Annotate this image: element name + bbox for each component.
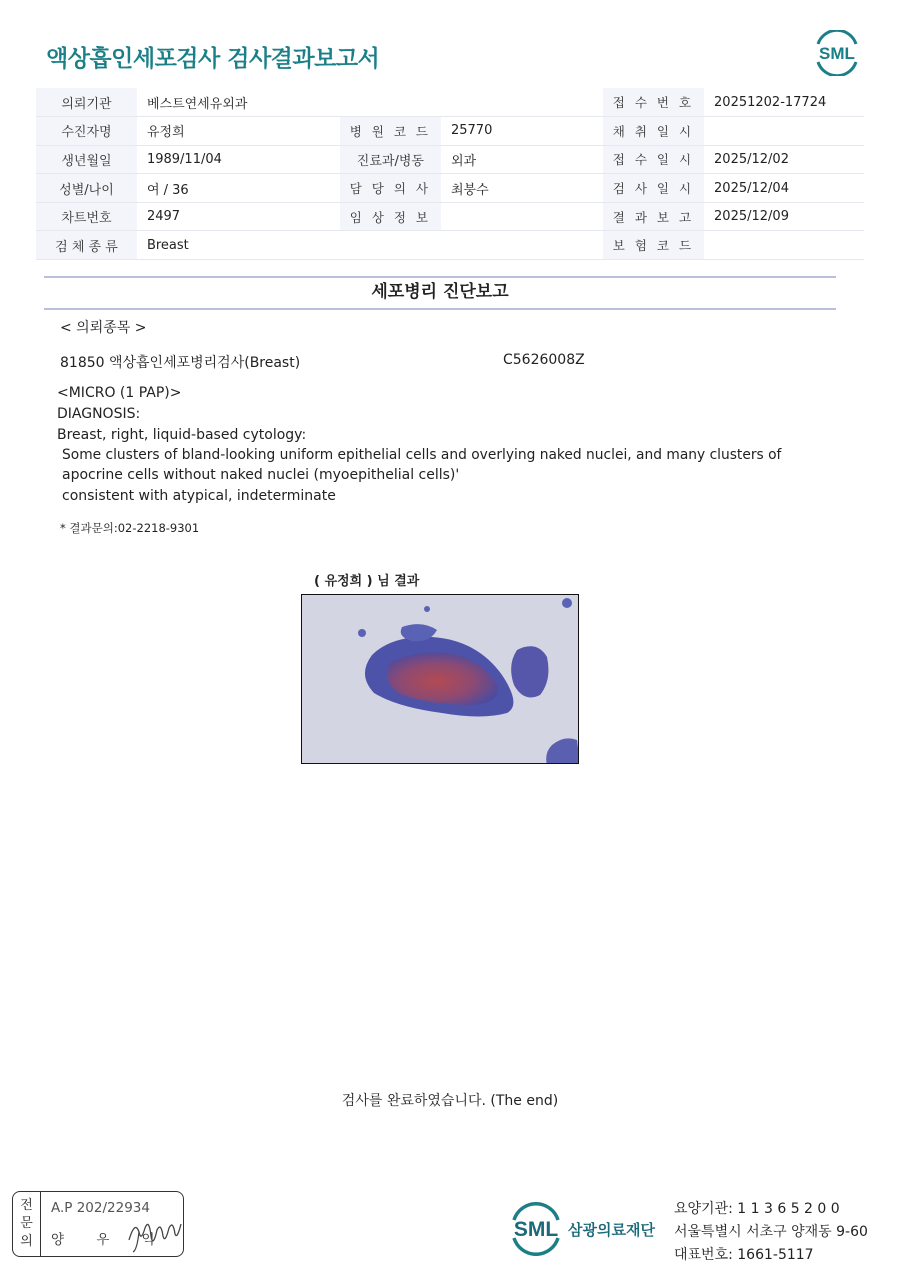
label-department: 진료과/병동	[340, 145, 441, 174]
diagnosis-line-1: Some clusters of bland-looking uniform epithelial cells and overlying naked nuclei, and many clusters of	[62, 447, 782, 463]
value-sex-age: 여 / 36	[137, 174, 340, 203]
label-chart-no: 차트번호	[36, 202, 137, 231]
order-code: C5626008Z	[503, 352, 585, 368]
diagnosis-line-2: apocrine cells without naked nuclei (myoepithelial cells)'	[62, 467, 460, 483]
stamp-license-no: A.P 202/22934	[51, 1200, 150, 1216]
stamp-side-char: 문	[20, 1216, 33, 1231]
sml-logo-text: SML	[819, 44, 855, 63]
label-specimen-type: 검 체 종 류	[36, 231, 137, 260]
address: 서울특별시 서초구 양재동 9-60	[674, 1224, 868, 1240]
cytology-image	[301, 594, 579, 764]
label-test-date: 검 사 일 시	[603, 174, 704, 203]
info-row	[36, 202, 864, 231]
order-item: 81850 액상흡인세포병리검사(Breast)	[60, 355, 301, 371]
info-row	[36, 88, 864, 117]
micro-label: <MICRO (1 PAP)>	[57, 385, 182, 401]
label-receipt-date: 접 수 일 시	[603, 145, 704, 174]
label-hospital-code: 병 원 코 드	[340, 117, 441, 146]
label-clinical-info: 임 상 정 보	[340, 202, 441, 231]
main-phone: 대표번호: 1661-5117	[674, 1247, 814, 1263]
report-title: 액상흡인세포검사 검사결과보고서	[46, 46, 380, 72]
value-requesting-org: 베스트연세유외과	[137, 88, 603, 117]
info-row	[36, 117, 864, 146]
diagnosis-line-3: consistent with atypical, indeterminate	[62, 488, 336, 504]
label-collection-date: 채 취 일 시	[603, 117, 704, 146]
label-patient-name: 수진자명	[36, 117, 137, 146]
stamp-side-char: 전	[20, 1198, 33, 1213]
diagnosis-site: Breast, right, liquid-based cytology:	[57, 427, 307, 443]
value-clinical-info	[441, 202, 603, 231]
institution-code: 요양기관: 1 1 3 6 5 2 0 0	[674, 1201, 840, 1217]
handwritten-signature	[125, 1210, 185, 1254]
value-chart-no: 2497	[137, 202, 340, 231]
label-insurance-code: 보 험 코 드	[603, 231, 704, 260]
end-message: 검사를 완료하였습니다. (The end)	[341, 1093, 559, 1109]
label-requesting-org: 의뢰기관	[36, 88, 137, 117]
value-receipt-no: 20251202-17724	[704, 88, 864, 117]
info-row	[36, 231, 864, 260]
stamp-side-label	[13, 1192, 41, 1256]
value-physician: 최붕수	[441, 174, 603, 203]
diagnosis-label: DIAGNOSIS:	[57, 406, 141, 422]
value-department: 외과	[441, 145, 603, 174]
value-patient-name: 유정희	[137, 117, 340, 146]
info-row	[36, 174, 864, 203]
sml-logo	[812, 30, 862, 76]
image-caption: ( 유정희 ) 님 결과	[314, 574, 420, 589]
label-physician: 담 당 의 사	[340, 174, 441, 203]
patient-info-table	[36, 88, 864, 260]
value-collection-date	[704, 117, 864, 146]
stamp-side-char: 의	[20, 1234, 33, 1249]
order-heading: < 의뢰종목 >	[60, 320, 147, 336]
value-birth-date: 1989/11/04	[137, 145, 340, 174]
label-sex-age: 성별/나이	[36, 174, 137, 203]
foundation-name: 삼광의료재단	[568, 1221, 655, 1239]
value-report-date: 2025/12/09	[704, 202, 864, 231]
sml-footer-logo	[508, 1200, 564, 1256]
value-test-date: 2025/12/04	[704, 174, 864, 203]
label-report-date: 결 과 보 고	[603, 202, 704, 231]
value-specimen-type: Breast	[137, 231, 603, 260]
label-birth-date: 생년월일	[36, 145, 137, 174]
info-row	[36, 145, 864, 174]
inquiry-phone: * 결과문의:02-2218-9301	[60, 521, 200, 535]
value-hospital-code: 25770	[441, 117, 603, 146]
label-receipt-no: 접 수 번 호	[603, 88, 704, 117]
section-title: 세포병리 진단보고	[44, 276, 836, 310]
value-receipt-date: 2025/12/02	[704, 145, 864, 174]
value-insurance-code	[704, 231, 864, 260]
stamp-pathologist-name: 양 우 익	[51, 1232, 169, 1248]
sml-footer-logo-text: SML	[513, 1218, 559, 1241]
specialist-stamp	[12, 1191, 184, 1257]
